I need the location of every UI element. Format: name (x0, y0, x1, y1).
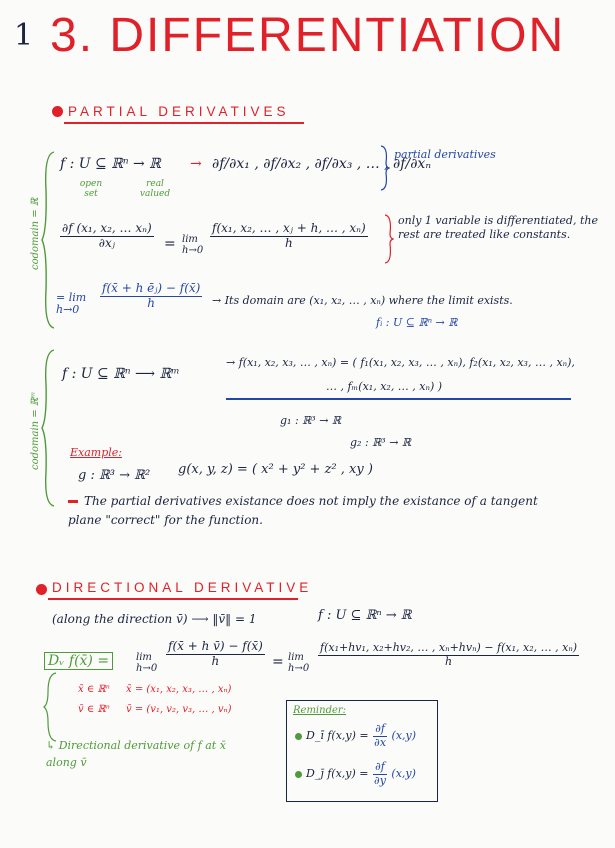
partial-lhs-num: ∂f (x₁, x₂, … xₙ) (62, 221, 152, 235)
section-heading-directional: DIRECTIONAL DERIVATIVE (52, 580, 313, 595)
implies-arrow: → (190, 156, 202, 172)
partials-list: ∂f/∂x₁ , ∂f/∂x₂ , ∂f/∂x₃ , … , ∂f/∂xₙ (212, 156, 432, 172)
dir-num-1: f(x̄ + h v̄) − f(x̄) (168, 639, 263, 653)
vector-function: f : U ⊆ ℝⁿ ⟶ ℝᵐ (62, 366, 180, 382)
partial-def-lhs (60, 222, 154, 251)
limit-h0: lim h→0 (182, 234, 204, 256)
warning-note (68, 492, 568, 530)
rem1-den: ∂x (374, 735, 387, 749)
codomain-r-label: codomain = ℝ (30, 197, 41, 270)
section-bullet (52, 106, 63, 117)
rem2-arg: (x,y) (391, 767, 416, 781)
directional-def (166, 640, 265, 669)
example-g: g : ℝ³ → ℝ² (78, 468, 151, 483)
dir-den-2: h (444, 654, 453, 668)
reminder-box (286, 700, 438, 802)
dir-limit-2: lim h→0 (288, 652, 310, 674)
vector-function-value: → f(x₁, x₂, x₃, … , xₙ) = ( f₁(x₁, x₂, x₃, … , xₙ), f₂(x₁, x₂, x₃, … , xₙ), (226, 356, 575, 369)
vbar-in: v̄ ∈ ℝⁿ (78, 704, 110, 715)
codomain-rm-label: codomain = ℝᵐ (30, 391, 41, 470)
f-definition: f : U ⊆ ℝⁿ → ℝ (60, 156, 161, 172)
partial-rhs-num: f(x₁, x₂, … , xⱼ + h, … , xₙ) (212, 221, 366, 235)
vector-function-value-cont: … , fₘ(x₁, x₂, … , xₙ) ) (326, 380, 443, 393)
dir-den-1: h (211, 653, 220, 668)
directional-note: ↳ Directional derivative of f at x̄ along v̄ (46, 739, 226, 769)
partial-lhs-den: ∂xⱼ (98, 235, 115, 250)
rem2-num: ∂f (375, 760, 385, 773)
partial-rhs-den: h (284, 235, 293, 250)
reminder-line-1 (295, 723, 416, 749)
example-label: Example: (70, 446, 122, 459)
partial-def-rhs (210, 222, 368, 251)
page-number: 1 (14, 18, 34, 53)
reminder-bullet-2 (295, 771, 302, 778)
section-heading-partial: PARTIAL DERIVATIVES (68, 104, 290, 119)
dir-num-2: f(x₁+hv₁, x₂+hv₂, … , xₙ+hvₙ) − f(x₁, x₂, … , xₙ) (320, 641, 578, 654)
g2-definition: g₂ : ℝ³ → ℝ (350, 436, 412, 449)
g1-definition: g₁ : ℝ³ → ℝ (280, 414, 342, 427)
xbar-eq: x̄ = (x₁, x₂, x₃, … , xₙ) (126, 684, 232, 695)
one-variable-note: only 1 variable is differentiated, the rest are treated like constants. (398, 214, 598, 242)
brace-left-2 (40, 348, 56, 508)
brace-left-1 (40, 150, 56, 330)
directional-expanded (318, 642, 579, 668)
rem2-lhs: D_j̄ f(x,y) = (306, 767, 369, 781)
vector-form (100, 282, 202, 311)
rem1-arg: (x,y) (391, 729, 417, 743)
warning-dash (68, 500, 78, 503)
domain-note: → Its domain are (x₁, x₂, … , xₙ) where the limit exists. (212, 294, 513, 307)
section-underline-2 (48, 598, 298, 600)
example-g-expr: g(x, y, z) = ( x² + y² + z² , xy ) (178, 462, 373, 477)
brace-right-1 (380, 145, 390, 191)
components-underline (226, 398, 571, 400)
equals-sign: = (164, 236, 176, 252)
warning-text: The partial derivatives existance does not imply the existance of a tangent plane "correct" for the function. (68, 494, 538, 528)
vector-limit: = lim h→0 (56, 291, 87, 317)
directional-lhs: Dᵥ f(x̄) = (44, 652, 113, 670)
partials-note: partial derivatives (394, 148, 496, 161)
vbar-eq: v̄ = (v₁, v₂, v₃, … , vₙ) (126, 704, 232, 715)
section-bullet-2 (36, 584, 47, 595)
real-valued-label: real valued (139, 179, 171, 199)
reminder-line-2 (295, 761, 416, 787)
open-set-label: open set (79, 179, 103, 199)
dir-brace (42, 672, 58, 742)
xbar-in: x̄ ∈ ℝⁿ (78, 684, 110, 695)
section-underline (64, 122, 304, 124)
rem2-den: ∂y (374, 773, 386, 787)
rem1-lhs: D_ī f(x,y) = (306, 729, 369, 743)
rem1-num: ∂f (375, 722, 385, 735)
vector-num: f(x̄ + h ēⱼ) − f(x̄) (102, 281, 201, 295)
dir-limit-1: lim h→0 (136, 652, 158, 674)
reminder-bullet-1 (295, 733, 302, 740)
page-title: 3. DIFFERENTIATION (50, 9, 566, 62)
dir-f-definition: f : U ⊆ ℝⁿ → ℝ (318, 608, 412, 623)
fi-definition: fᵢ : U ⊆ ℝⁿ → ℝ (376, 316, 458, 329)
vector-den: h (147, 295, 156, 310)
dir-equals: = (272, 654, 284, 670)
reminder-title: Reminder: (293, 705, 347, 716)
direction-note: (along the direction v̄) ⟶ ‖v̄‖ = 1 (52, 612, 257, 626)
brace-right-2 (384, 214, 394, 264)
